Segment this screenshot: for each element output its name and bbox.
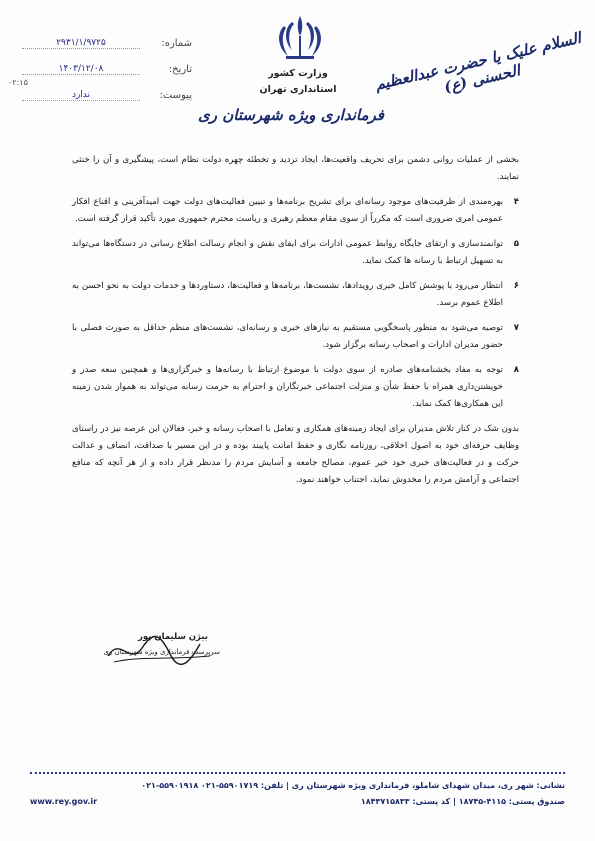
letter-body (72, 152, 519, 497)
item-text: توصیه می‌شود به منظور پاسخگویی مستقیم به نیازهای خبری و رسانه‌ای، نشست‌های منظم حداقل به صورت فصلی با حضور مدیران ادارات و اصحاب رسانه برگزار شود. (72, 323, 503, 350)
signatory-title: سرپرست فرمانداری ویژه شهرستان ری (103, 648, 220, 656)
list-item (72, 236, 519, 270)
list-item (72, 194, 519, 228)
footer-website-link[interactable]: www.rey.gov.ir (30, 797, 98, 806)
list-item (72, 278, 519, 312)
number-value: ۲۹۳۱/۱/۹۷۲۵ (22, 38, 140, 49)
side-mark: ۰۲:۱۵ (8, 78, 28, 87)
item-number: ۷ (513, 323, 519, 333)
intro-paragraph: بخشی از عملیات روانی دشمن برای تحریف واقعیت‌ها، ایجاد تردید و تخطئه چهره دولت نظام است، پیشگیری و آن را خنثی نمایند. (72, 155, 519, 182)
footer-postal: صندوق پستی: ۴۱۱۵-۱۸۷۴۵ | کد پستی: ۱۸۴۳۷۱۵۸۳۳ (360, 797, 565, 806)
number-label: شماره: (161, 37, 192, 49)
date-value: ۱۴۰۳/۱۲/۰۸ (22, 64, 140, 75)
closing-paragraph: بدون شک در کنار تلاش مدیران برای ایجاد زمینه‌های همکاری و تعامل با اصحاب رسانه و خبر، فعالان این عرصه نیز در راستای وظایف حرفه‌ای خود به اصول اخلاقی، روزنامه نگاری و حفظ امانت پایبند بوده و در این مسیر با صداقت، انصاف و عدالت حرکت و در فعالیت‌های خبری خود خیر عموم، مصالح جامعه و آسایش مردم را مدنظر قرار داده و از هر آنچه که منافع اجتماعی و آرامش مردم را مخدوش نماید، اجتناب خواهند نمود. (72, 424, 519, 485)
iran-emblem-icon (272, 12, 328, 62)
footer-divider (30, 772, 565, 774)
attachment-value: ندارد (22, 90, 140, 101)
item-number: ۸ (513, 365, 519, 375)
footer-address: نشانی: شهر ری، میدان شهدای شاملو، فرمانداری ویژه شهرستان ری | تلفن: ۵۵۹۰۱۷۱۹-۰۲۱ ۵۵۹۰۱۹۱۸-۰۲۱ (141, 781, 565, 790)
number-row (22, 30, 192, 56)
letterhead-footer (30, 778, 565, 810)
footer-postal-row (30, 794, 565, 810)
item-text: انتظار می‌رود با پوشش کامل خبری رویدادها، نشست‌ها، برنامه‌ها و فعالیت‌ها، دستاوردها و خدمات دولت به نحو احسن به اطلاع عموم برسد. (72, 281, 503, 308)
list-item (72, 362, 519, 413)
list-item (72, 320, 519, 354)
item-number: ۶ (513, 281, 519, 291)
ministry-name: وزارت کشور (268, 68, 328, 79)
date-label: تاریخ: (168, 63, 192, 75)
signatory-name: بیژن سلیمان پور (138, 632, 208, 642)
salutation-calligraphy: السلام علیک یا حضرت عبدالعظیم الحسنی (ع) (373, 28, 583, 97)
attachment-row (22, 82, 192, 108)
date-row (22, 56, 192, 82)
province-name: استانداری تهران (259, 84, 337, 95)
item-number: ۵ (513, 239, 519, 249)
ministry-block (243, 66, 353, 98)
item-text: توجه به مفاد بخشنامه‌های صادره از سوی دولت با موضوع ارتباط با رسانه‌ها و خبرگزاری‌ها و همچنین سعه صدر و خویشتن‌داری همراه با حفظ شأن و منزلت اجتماعی خبرنگاران و احترام به حرمت رسانه می‌تواند به هموار شدن زمینه این همکاری‌ها کمک نماید. (72, 365, 503, 409)
item-text: توانمندسازی و ارتقای جایگاه روابط عمومی ادارات برای ایفای نقش و انجام رسالت اطلاع رسانی در دستگاه‌ها می‌تواند به تسهیل ارتباط با رسانه ها کمک نماید. (72, 239, 503, 266)
governorate-title: فرمانداری ویژه شهرستان ری (198, 106, 384, 124)
item-text: بهره‌مندی از ظرفیت‌های موجود رسانه‌ای برای تشریح برنامه‌ها و تبیین فعالیت‌های دولت جهت امیدآفرینی و اقناع افکار عمومی امری ضروری است که مکرراً از سوی مقام معظم رهبری و ریاست محترم جمهوری مورد تأکید قرار گرفته است. (72, 197, 503, 224)
signature-block (100, 622, 220, 672)
attachment-label: پیوست: (159, 89, 192, 101)
letter-meta (22, 30, 192, 108)
item-number: ۴ (513, 197, 519, 207)
